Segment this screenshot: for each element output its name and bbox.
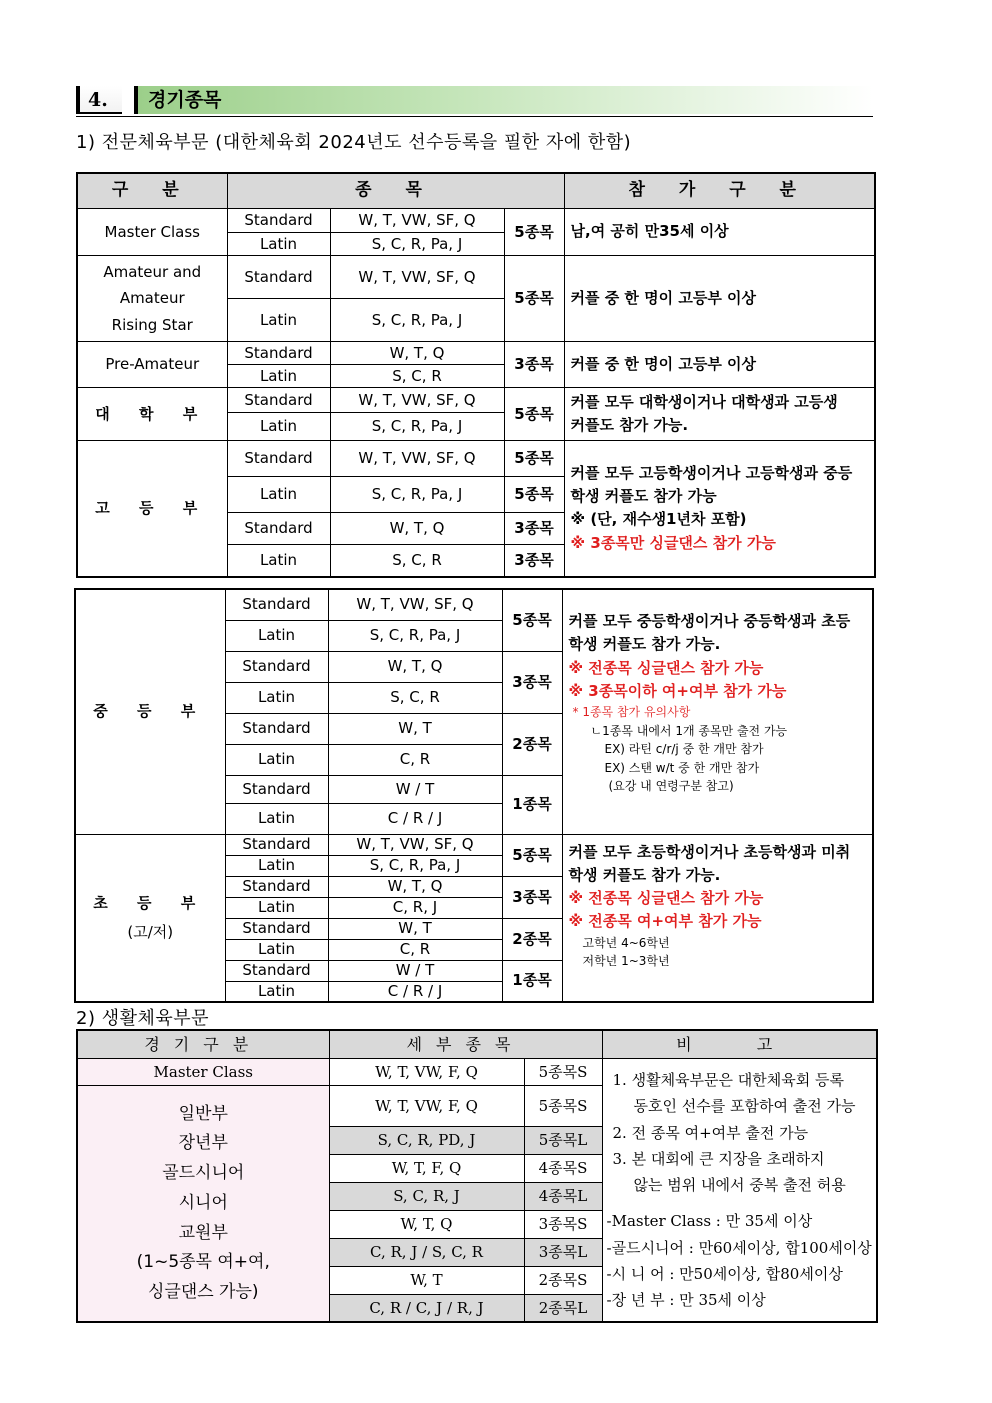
dance-cell: W / T	[328, 775, 502, 803]
dance-cell: W, T, VW, SF, Q	[330, 256, 504, 299]
detail-event-cell: S, C, R, PD, J	[329, 1126, 524, 1154]
dance-cell: C, R	[328, 744, 502, 775]
style-cell: Latin	[225, 803, 328, 834]
dance-cell: C, R, J	[328, 897, 502, 918]
dance-cell: W, T, Q	[328, 651, 502, 682]
section-header	[76, 84, 873, 117]
eligibility-line: 커플 모두 중등학생이거나 중등학생과 초등	[568, 612, 851, 630]
division-label-line: (고/저)	[127, 922, 174, 941]
style-cell: Standard	[227, 256, 330, 299]
count-cell: 3종목S	[524, 1210, 602, 1238]
eligibility-cell	[564, 441, 875, 577]
note-line: 고학년 4~6학년	[582, 935, 670, 950]
count-cell: 2종목	[502, 918, 562, 960]
style-cell: Standard	[227, 441, 330, 477]
youth-events-table	[74, 588, 874, 1003]
eligibility-cell: 커플 중 한 명이 고등부 이상	[564, 256, 875, 342]
amateur-sport-table	[76, 1029, 878, 1323]
count-cell: 5종목	[504, 477, 564, 513]
remark-line: 1. 생활체육부문은 대한체육회 등록	[612, 1071, 844, 1089]
remarks-cell	[602, 1059, 877, 1323]
dance-cell: C / R / J	[328, 803, 502, 834]
style-cell: Latin	[227, 233, 330, 256]
dance-cell: W, T, VW, SF, Q	[330, 388, 504, 413]
count-cell: 4종목L	[524, 1182, 602, 1210]
remark-line: 3. 본 대회에 큰 지장을 초래하지	[612, 1149, 825, 1168]
col-header-remarks: 비 고	[602, 1030, 877, 1059]
style-cell: Latin	[225, 897, 328, 918]
dance-cell: W / T	[328, 960, 502, 981]
style-cell: Standard	[225, 876, 328, 897]
eligibility-cell	[562, 589, 873, 834]
note-line: 저학년 1~3학년	[582, 954, 670, 969]
style-cell: Latin	[227, 413, 330, 441]
dance-cell: W, T, VW, SF, Q	[330, 209, 504, 233]
division-amateur	[77, 256, 227, 342]
dance-cell: S, C, R, Pa, J	[330, 233, 504, 256]
count-cell: 5종목S	[524, 1086, 602, 1127]
remark-line: 동호인 선수를 포함하여 출전 가능	[633, 1097, 856, 1116]
section-number: 4.	[76, 86, 122, 114]
dance-cell: W, T, Q	[328, 876, 502, 897]
remark-line: -Master Class : 만 35세 이상	[606, 1212, 813, 1231]
dance-cell: S, C, R, Pa, J	[330, 477, 504, 513]
count-cell: 4종목S	[524, 1154, 602, 1182]
detail-event-cell: C, R / C, J / R, J	[329, 1294, 524, 1322]
eligibility-line: ※ (단, 재수생1년차 포함)	[570, 510, 747, 529]
eligibility-line: 커플 모두 초등학생이거나 초등학생과 미취	[568, 842, 851, 861]
category-label-line: 교원부	[178, 1222, 228, 1243]
col-header-division: 구 분	[77, 173, 227, 209]
eligibility-cell	[562, 834, 873, 1002]
eligibility-line-highlight: ※ 전종목 여+여부 참가 가능	[568, 912, 762, 931]
detail-event-cell: W, T, VW, F, Q	[329, 1059, 524, 1086]
style-cell: Standard	[225, 960, 328, 981]
eligibility-cell: 커플 중 한 명이 고등부 이상	[564, 342, 875, 388]
count-cell: 5종목	[502, 589, 562, 651]
eligibility-line: 학생 커플도 참가 가능.	[568, 635, 721, 654]
style-cell: Standard	[225, 713, 328, 744]
dance-cell: W, T, VW, SF, Q	[328, 834, 502, 855]
eligibility-line-highlight: ※ 전종목 싱글댄스 참가 가능	[568, 889, 764, 907]
dance-cell: W, T, VW, SF, Q	[328, 589, 502, 620]
remark-line: -골드시니어 : 만60세이상, 합100세이상	[606, 1238, 872, 1257]
division-elementary	[75, 834, 225, 1002]
style-cell: Standard	[227, 388, 330, 413]
count-cell: 3종목	[504, 513, 564, 545]
dance-cell: S, C, R, Pa, J	[330, 299, 504, 342]
category-label-line: 일반부	[178, 1103, 228, 1124]
count-cell: 3종목	[504, 342, 564, 388]
style-cell: Standard	[225, 834, 328, 855]
detail-event-cell: W, T, Q	[329, 1210, 524, 1238]
style-cell: Standard	[225, 775, 328, 803]
count-cell: 2종목S	[524, 1266, 602, 1294]
dance-cell: C / R / J	[328, 981, 502, 1002]
style-cell: Latin	[227, 365, 330, 388]
subsection-2-title: 2) 생활체육부문	[76, 1008, 210, 1029]
dance-cell: W, T	[328, 918, 502, 939]
count-cell: 5종목S	[524, 1059, 602, 1086]
note-line: EX) 라틴 c/r/j 중 한 개만 참가	[604, 742, 764, 757]
section-title: 경기종목	[134, 86, 873, 114]
detail-event-cell: W, T	[329, 1266, 524, 1294]
detail-event-cell: C, R, J / S, C, R	[329, 1238, 524, 1266]
count-cell: 1종목	[502, 960, 562, 1002]
eligibility-line: 학생 커플도 참가 가능.	[568, 865, 721, 884]
note-line: * 1종목 참가 유의사항	[572, 705, 691, 719]
division-pre-amateur: Pre-Amateur	[77, 342, 227, 388]
dance-cell: S, C, R, Pa, J	[328, 620, 502, 651]
count-cell: 5종목	[502, 834, 562, 876]
style-cell: Standard	[227, 342, 330, 365]
count-cell: 3종목L	[524, 1238, 602, 1266]
col-header-category: 경기구분	[77, 1030, 329, 1059]
style-cell: Latin	[225, 855, 328, 876]
division-high-school: 고 등 부	[77, 441, 227, 577]
dance-cell: S, C, R, Pa, J	[330, 413, 504, 441]
note-line: EX) 스탠 w/t 중 한 개만 참가	[604, 760, 760, 775]
note-line: (요강 내 연령구분 참고)	[608, 779, 734, 794]
count-cell: 2종목	[502, 713, 562, 775]
dance-cell: W, T, Q	[330, 513, 504, 545]
division-label-line: 초 등 부	[93, 894, 208, 913]
dance-cell: W, T, VW, SF, Q	[330, 441, 504, 477]
count-cell: 3종목	[504, 545, 564, 577]
remark-line: 않는 범위 내에서 중복 출전 허용	[633, 1176, 846, 1194]
eligibility-line-highlight: ※ 3종목만 싱글댄스 참가 가능	[570, 533, 776, 552]
dance-cell: S, C, R	[330, 545, 504, 577]
division-label-line: Amateur and	[103, 263, 202, 282]
count-cell: 1종목	[502, 775, 562, 834]
style-cell: Standard	[227, 513, 330, 545]
eligibility-line-highlight: ※ 전종목 싱글댄스 참가 가능	[568, 658, 764, 677]
category-general	[77, 1086, 329, 1323]
subsection-1-title: 1) 전문체육부문 (대한체육회 2024년도 선수등록을 필한 자에 한함)	[76, 132, 632, 153]
count-cell: 5종목	[504, 441, 564, 477]
style-cell: Latin	[225, 682, 328, 713]
style-cell: Latin	[225, 620, 328, 651]
count-cell: 5종목	[504, 388, 564, 441]
detail-event-cell: W, T, F, Q	[329, 1154, 524, 1182]
category-label-line: 장년부	[178, 1133, 228, 1154]
count-cell: 5종목	[504, 209, 564, 256]
eligibility-cell: 남,여 공히 만35세 이상	[564, 209, 875, 256]
category-label-line: 싱글댄스 가능)	[147, 1282, 259, 1302]
count-cell: 5종목L	[524, 1126, 602, 1154]
remark-line: 2. 전 종목 여+여부 출전 가능	[612, 1123, 809, 1142]
eligibility-line: 커플도 참가 가능.	[570, 416, 689, 434]
style-cell: Standard	[225, 918, 328, 939]
style-cell: Standard	[225, 589, 328, 620]
style-cell: Latin	[227, 477, 330, 513]
division-middle-school: 중 등 부	[75, 589, 225, 834]
style-cell: Latin	[227, 545, 330, 577]
category-label-line: 골드시니어	[162, 1163, 245, 1183]
count-cell: 3종목	[502, 651, 562, 713]
style-cell: Latin	[225, 744, 328, 775]
remark-line: -장 년 부 : 만 35세 이상	[606, 1291, 766, 1309]
detail-event-cell: W, T, VW, F, Q	[329, 1086, 524, 1127]
note-line: ㄴ1종목 내에서 1개 종목만 출전 가능	[590, 723, 788, 738]
count-cell: 5종목	[504, 256, 564, 342]
remark-line: -시 니 어 : 만50세이상, 합80세이상	[606, 1264, 843, 1283]
detail-event-cell: S, C, R, J	[329, 1182, 524, 1210]
category-master-class: Master Class	[77, 1059, 329, 1086]
eligibility-line: 커플 모두 고등학생이거나 고등학생과 중등	[570, 463, 853, 482]
division-label-line: Amateur	[119, 289, 185, 308]
count-cell: 2종목L	[524, 1294, 602, 1322]
eligibility-cell	[564, 388, 875, 441]
category-label-line: 시니어	[178, 1192, 228, 1213]
eligibility-line: 커플 모두 대학생이거나 대학생과 고등생	[570, 392, 838, 411]
style-cell: Standard	[225, 651, 328, 682]
pro-events-table	[76, 172, 876, 578]
dance-cell: C, R	[328, 939, 502, 960]
category-label-line: (1~5종목 여+여,	[136, 1252, 270, 1273]
eligibility-line-highlight: ※ 3종목이하 여+여부 참가 가능	[568, 681, 787, 700]
col-header-eligibility: 참 가 구 분	[564, 173, 875, 209]
division-university: 대 학 부	[77, 388, 227, 441]
dance-cell: S, C, R	[328, 682, 502, 713]
col-header-detail-events: 세부종목	[329, 1030, 602, 1059]
dance-cell: S, C, R	[330, 365, 504, 388]
col-header-events: 종 목	[227, 173, 564, 209]
dance-cell: S, C, R, Pa, J	[328, 855, 502, 876]
count-cell: 3종목	[502, 876, 562, 918]
division-master-class: Master Class	[77, 209, 227, 256]
eligibility-line: 학생 커플도 참가 가능	[570, 487, 717, 505]
style-cell: Standard	[227, 209, 330, 233]
style-cell: Latin	[225, 981, 328, 1002]
style-cell: Latin	[225, 939, 328, 960]
style-cell: Latin	[227, 299, 330, 342]
dance-cell: W, T	[328, 713, 502, 744]
dance-cell: W, T, Q	[330, 342, 504, 365]
division-label-line: Rising Star	[111, 315, 193, 334]
